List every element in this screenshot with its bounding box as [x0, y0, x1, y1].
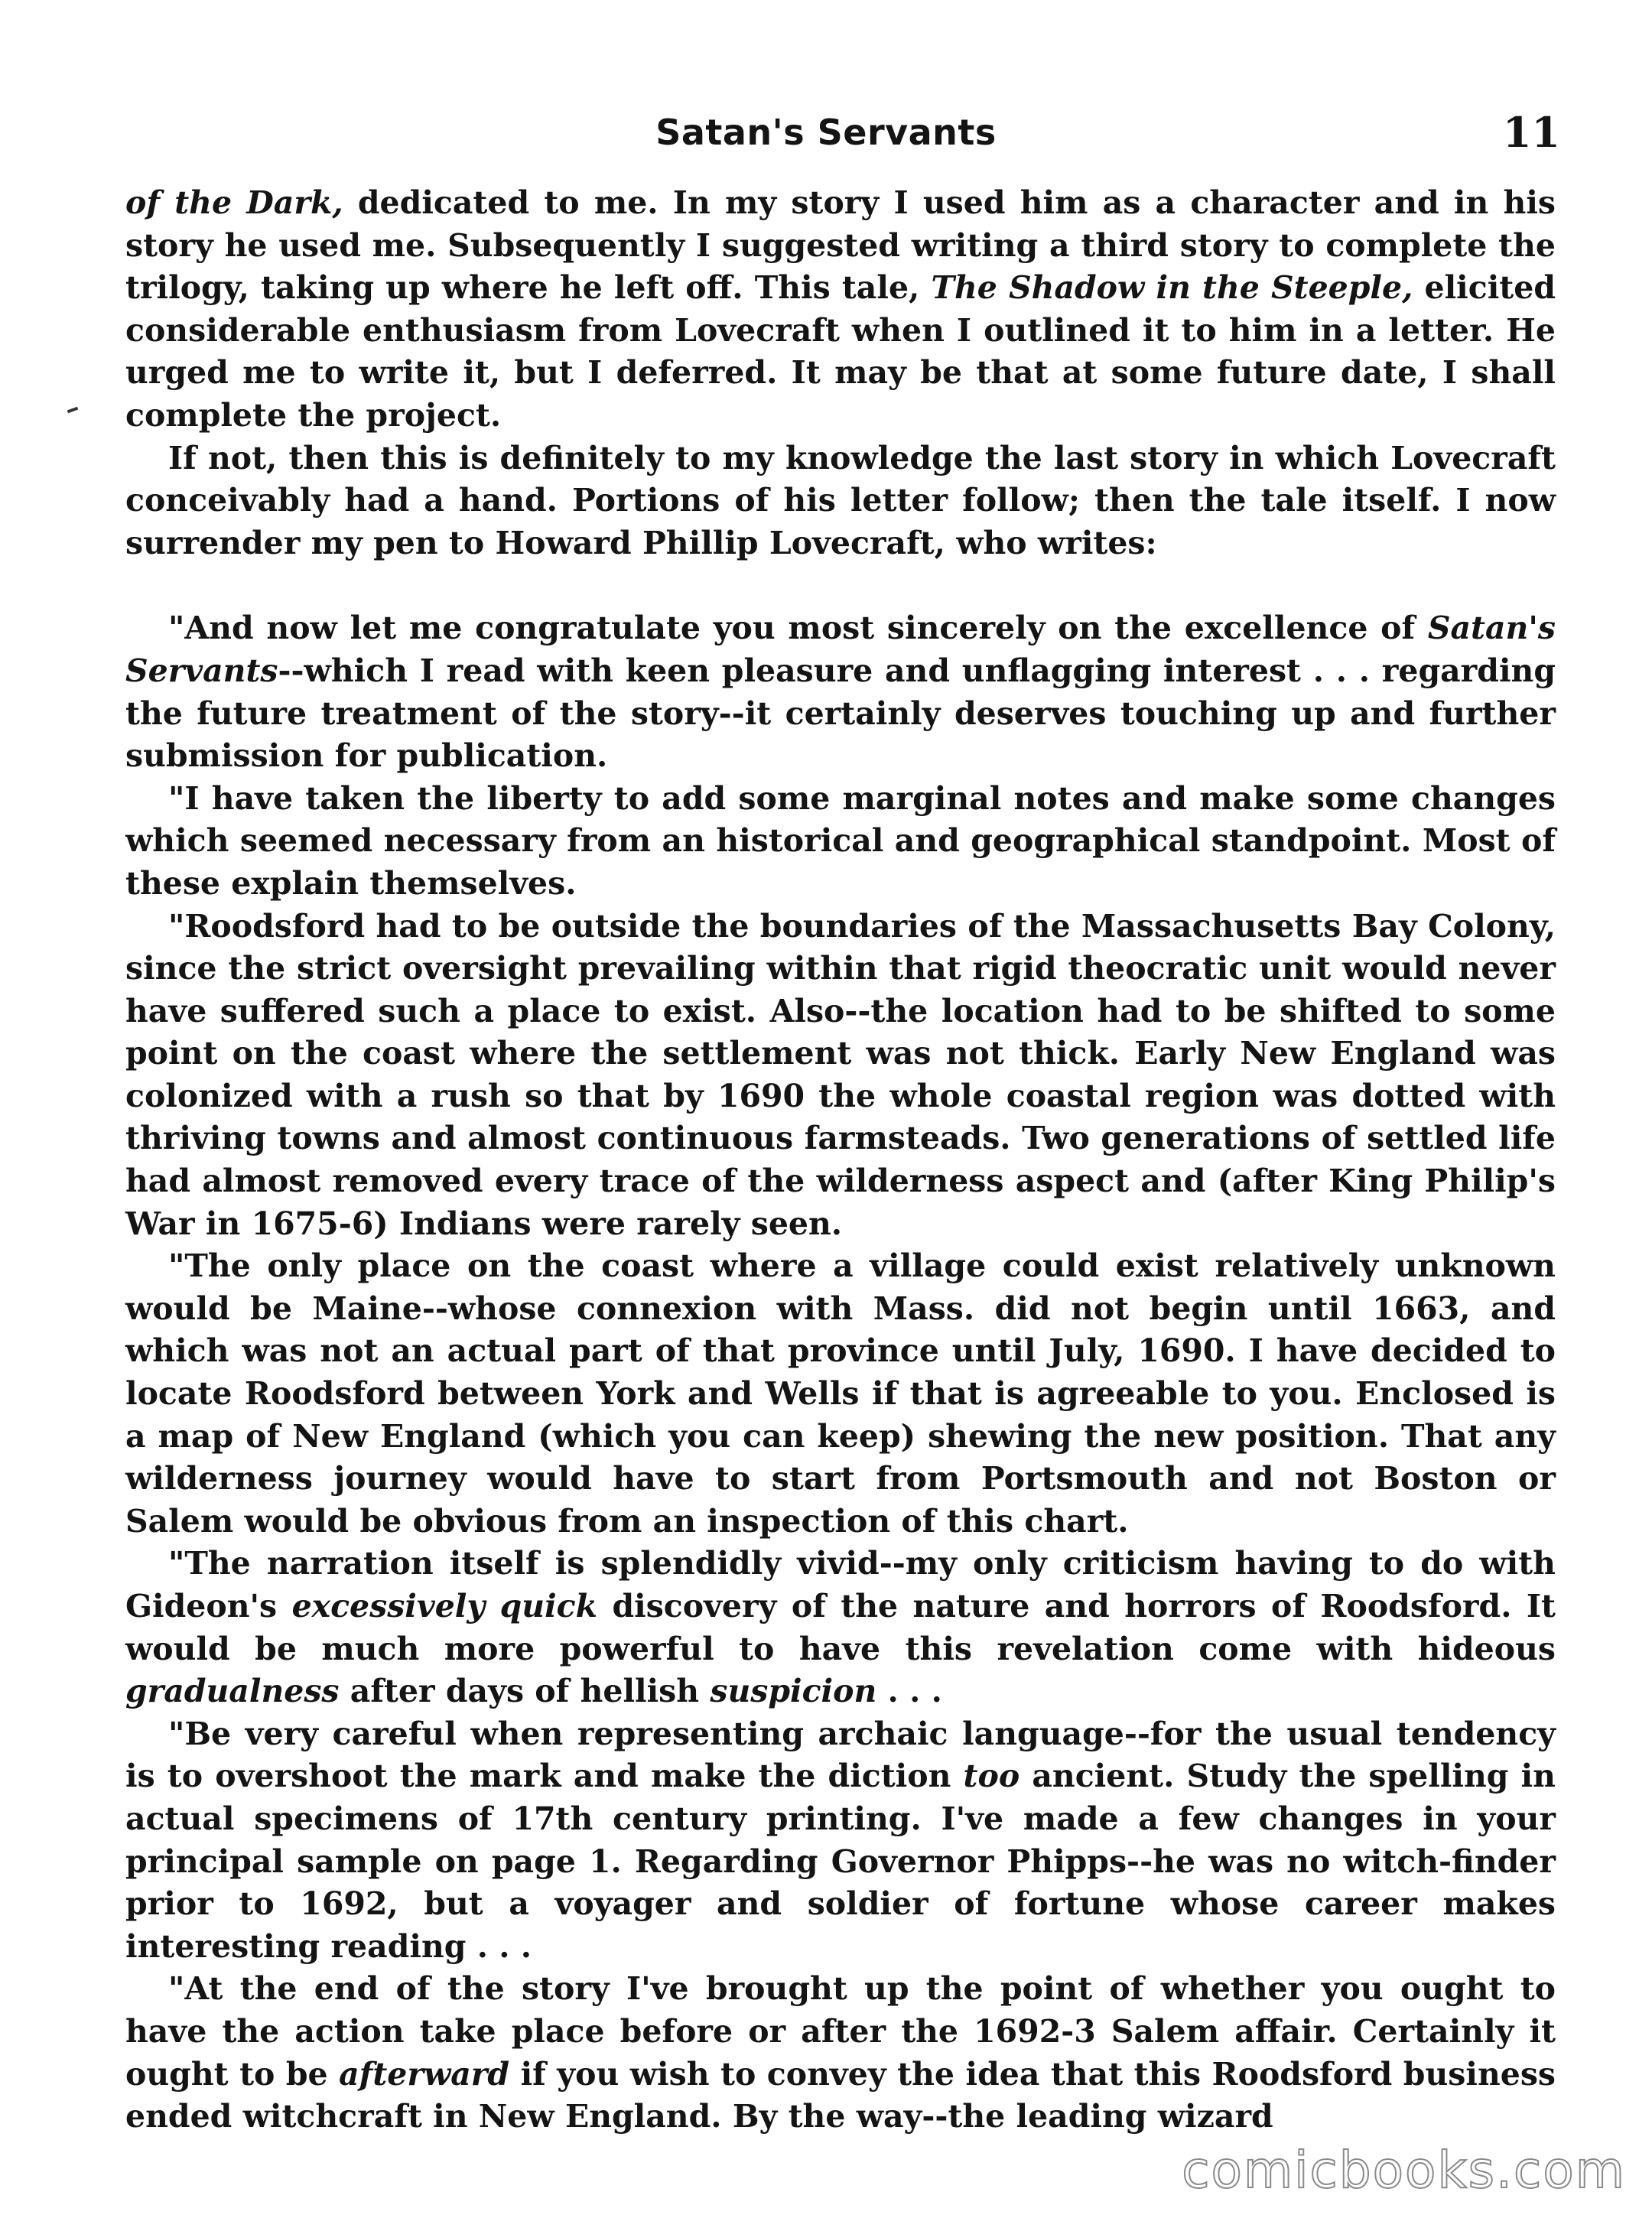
- paragraph: "Roodsford had to be outside the boundaries of the Massachusetts Bay Colony, since the strict oversight prevailing within that rigid theocratic unit would never have suffered such a place to exist. Also--the location had to be shifted to some point on the coast where the settlement was not thick. Early New England was colonized with a rush so that by 1690 the whole coastal region was dotted with thriving towns and almost continuous farmsteads. Two generations of settled life had almost removed every trace of the wilderness aspect and (after King Philip's War in 1675-6) Indians were rarely seen.: [125, 907, 1556, 1242]
- text-body: [125, 182, 1556, 2138]
- paragraph: If not, then this is definitely to my knowledge the last story in which Lovecraft conceivably had a hand. Portions of his letter follow; then the tale itself. I now surrender my pen to Howard Phillip Lovecraft, who writes:: [125, 439, 1556, 561]
- page-number: 11: [1502, 108, 1560, 157]
- text-run: elicited considerable enthusiasm from Lovecraft when I outlined it to him in a letter. He urged me to write it, but I deferred. It may be that at some future date, I shall complete the project.: [125, 269, 1556, 434]
- paragraph-gap: [125, 564, 1556, 607]
- italic-emphasis: suspicion: [710, 1673, 877, 1710]
- paragraph: "The only place on the coast where a village could exist relatively unknown would be Maine--whose connexion with Mass. did not begin until 1663, and which was not an actual part of that province until July, 1690. I have decided to locate Roodsford between York and Wells if that is agreeable to you. Enclosed is a map of New England (which you can keep) shewing the new position. That any wilderness journey would have to start from Portsmouth and not Boston or Salem would be obvious from an inspection of this chart.: [125, 1247, 1556, 1540]
- watermark-logo: comicbooks.com: [1182, 2141, 1626, 2200]
- text-run: "Be very careful when representing archaic language--for the usual tendency is to overshoot the mark and make the diction: [125, 1715, 1556, 1795]
- text-run: dedicated to me. In my story I used him as a character and in his story he used me. Subsequently I suggested writing a third story to complete the trilogy, taking up where he left off. This tale,: [125, 184, 1556, 307]
- page-header: [0, 106, 1652, 159]
- paragraph: "I have taken the liberty to add some marginal notes and make some changes which seemed necessary from an historical and geographical standpoint. Most of these explain themselves.: [125, 779, 1556, 902]
- italic-title: The Shadow in the Steeple,: [931, 269, 1413, 307]
- text-run: "The narration itself is splendidly vivid--my only criticism having to do with Gideon's: [125, 1545, 1556, 1624]
- text-run: ancient. Study the spelling in actual specimens of 17th century printing. I've made a few changes in your principal sample on page 1. Regarding Governor Phipps--he was no witch-finder prior to 1692, but a voyager and soldier of fortune whose career makes interesting reading . . .: [125, 1758, 1556, 1965]
- italic-emphasis: excessively quick: [291, 1588, 598, 1624]
- italic-title: Satan's Servants: [125, 610, 1556, 689]
- text-run: after days of hellish: [339, 1673, 711, 1710]
- text-run: . . .: [876, 1673, 942, 1710]
- text-run: "And now let me congratulate you most sincerely on the excellence of: [168, 610, 1428, 647]
- italic-emphasis: afterward: [339, 2055, 510, 2093]
- text-run: if you wish to convey the idea that this Roodsford business ended witchcraft in New England. By the way--the leading wizard: [125, 2055, 1556, 2135]
- text-run: discovery of the nature and horrors of Roodsford. It would be much more powerful to have this revelation come with hideous: [125, 1588, 1556, 1667]
- text-run: "At the end of the story I've brought up the point of whether you ought to have the action take place before or after the 1692-3 Salem affair. Certainly it ought to be: [125, 1970, 1556, 2093]
- paragraph: [125, 1968, 1556, 2138]
- stray-ink-mark: [67, 407, 79, 414]
- running-title: Satan's Servants: [655, 112, 997, 153]
- italic-emphasis: too: [963, 1758, 1020, 1795]
- paragraph: [125, 607, 1556, 777]
- italic-title: of the Dark,: [125, 184, 343, 221]
- paragraph: [125, 1713, 1556, 1969]
- text-run: --which I read with keen pleasure and unflagging interest . . . regarding the future treatment of the story--it certainly deserves touching up and further submission for publication.: [125, 652, 1556, 775]
- italic-emphasis: gradualness: [125, 1673, 340, 1710]
- paragraph: [125, 182, 1556, 437]
- paragraph: [125, 1543, 1556, 1712]
